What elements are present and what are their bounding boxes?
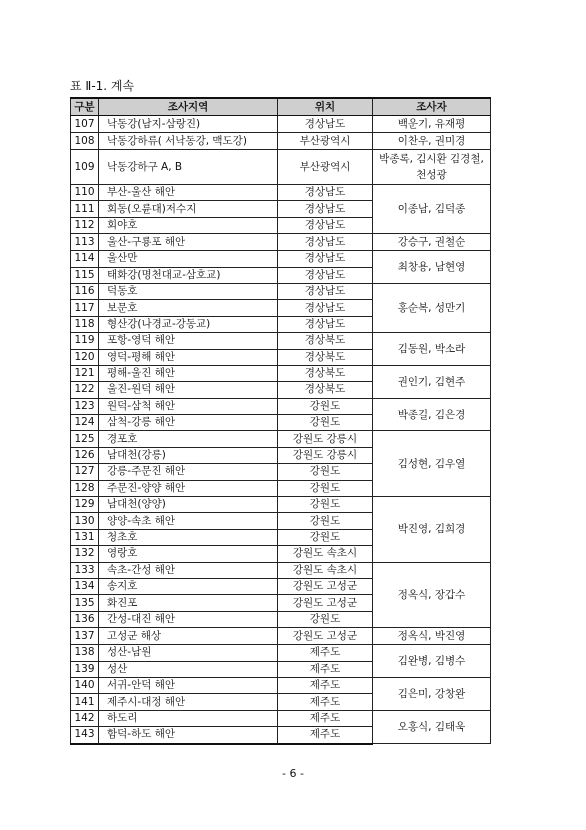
row-number: 119 <box>71 333 99 349</box>
row-number: 140 <box>71 677 99 693</box>
row-number: 130 <box>71 513 99 529</box>
table-row <box>71 677 491 693</box>
table-body <box>71 116 491 744</box>
row-number: 115 <box>71 267 99 283</box>
survey-area: 회동(오륜대)저수지 <box>99 201 278 217</box>
table-row <box>71 234 491 251</box>
location: 강원도 고성군 <box>278 578 373 594</box>
survey-area: 제주시-대정 해안 <box>99 694 278 710</box>
location: 강원도 속초시 <box>278 546 373 562</box>
row-number: 124 <box>71 415 99 431</box>
survey-area: 포항-영덕 해안 <box>99 333 278 349</box>
location: 강원도 <box>278 480 373 496</box>
location: 경상북도 <box>278 365 373 381</box>
table-row <box>71 710 491 726</box>
row-number: 111 <box>71 201 99 217</box>
header-area: 조사지역 <box>99 98 278 116</box>
location: 강원도 <box>278 611 373 627</box>
location: 경상남도 <box>278 116 373 133</box>
survey-area: 속초-간성 해안 <box>99 562 278 578</box>
location: 강원도 <box>278 513 373 529</box>
survey-area: 성산-남원 <box>99 645 278 661</box>
row-number: 117 <box>71 300 99 316</box>
survey-area: 주문진-양양 해안 <box>99 480 278 496</box>
survey-area: 화진포 <box>99 595 278 611</box>
row-number: 126 <box>71 447 99 463</box>
table-row <box>71 645 491 661</box>
surveyor: 김은미, 강창완 <box>373 677 491 710</box>
table-row <box>71 251 491 267</box>
location: 제주도 <box>278 677 373 693</box>
survey-area: 성산 <box>99 661 278 677</box>
surveyor: 박종록, 김시환 김경철, 천성광 <box>373 150 491 185</box>
surveyor: 백운기, 유재평 <box>373 116 491 133</box>
row-number: 108 <box>71 133 99 150</box>
row-number: 110 <box>71 185 99 201</box>
survey-area: 울산만 <box>99 251 278 267</box>
surveyor: 김완병, 김병수 <box>373 645 491 678</box>
survey-area: 경포호 <box>99 431 278 447</box>
location: 강원도 <box>278 398 373 414</box>
location: 강원도 강릉시 <box>278 447 373 463</box>
location: 경상남도 <box>278 201 373 217</box>
surveyor: 오홍식, 김태욱 <box>373 710 491 743</box>
row-number: 133 <box>71 562 99 578</box>
location: 제주도 <box>278 694 373 710</box>
survey-area: 보문호 <box>99 300 278 316</box>
row-number: 122 <box>71 382 99 398</box>
location: 경상북도 <box>278 382 373 398</box>
row-number: 123 <box>71 398 99 414</box>
location: 제주도 <box>278 645 373 661</box>
surveyor: 정옥식, 박진영 <box>373 628 491 645</box>
table-row <box>71 562 491 578</box>
row-number: 116 <box>71 283 99 299</box>
location: 강원도 <box>278 529 373 545</box>
row-number: 129 <box>71 497 99 513</box>
table-row <box>71 133 491 150</box>
row-number: 142 <box>71 710 99 726</box>
survey-area: 낙동강하류( 서낙동강, 맥도강) <box>99 133 278 150</box>
location: 경상남도 <box>278 267 373 283</box>
table-row <box>71 365 491 381</box>
survey-area: 함덕-하도 해안 <box>99 727 278 744</box>
location: 경상남도 <box>278 251 373 267</box>
location: 강원도 <box>278 415 373 431</box>
surveyor: 권인기, 김현주 <box>373 365 491 398</box>
survey-area: 형산강(나경교-강동교) <box>99 316 278 332</box>
row-number: 114 <box>71 251 99 267</box>
row-number: 136 <box>71 611 99 627</box>
location: 제주도 <box>278 661 373 677</box>
row-number: 132 <box>71 546 99 562</box>
table-row <box>71 398 491 414</box>
survey-area: 간성-대진 해안 <box>99 611 278 627</box>
surveyor: 강승구, 권철순 <box>373 234 491 251</box>
survey-area: 하도리 <box>99 710 278 726</box>
survey-area: 삼척-강릉 해안 <box>99 415 278 431</box>
surveyor: 정옥식, 장갑수 <box>373 562 491 628</box>
header-surveyor: 조사자 <box>373 98 491 116</box>
row-number: 112 <box>71 217 99 233</box>
row-number: 137 <box>71 628 99 645</box>
row-number: 135 <box>71 595 99 611</box>
survey-area: 강릉-주문진 해안 <box>99 464 278 480</box>
surveyor: 김성현, 김우열 <box>373 431 491 497</box>
table-row <box>71 150 491 185</box>
location: 강원도 <box>278 497 373 513</box>
table-row <box>71 628 491 645</box>
row-number: 128 <box>71 480 99 496</box>
row-number: 125 <box>71 431 99 447</box>
location: 부산광역시 <box>278 133 373 150</box>
header-no: 구분 <box>71 98 99 116</box>
surveyor: 김동원, 박소라 <box>373 333 491 366</box>
row-number: 109 <box>71 150 99 185</box>
location: 경상남도 <box>278 316 373 332</box>
survey-area: 서귀-안덕 해안 <box>99 677 278 693</box>
table-row <box>71 431 491 447</box>
survey-area: 울진-원덕 해안 <box>99 382 278 398</box>
survey-area: 양양-속초 해안 <box>99 513 278 529</box>
surveyor: 이종남, 김덕종 <box>373 185 491 234</box>
row-number: 138 <box>71 645 99 661</box>
row-number: 134 <box>71 578 99 594</box>
surveyor: 박진영, 김희경 <box>373 497 491 563</box>
survey-area: 남대천(양양) <box>99 497 278 513</box>
survey-area: 울산-구룡포 해안 <box>99 234 278 251</box>
survey-area: 낙동강하구 A, B <box>99 150 278 185</box>
table-row <box>71 497 491 513</box>
survey-area: 남대천(강릉) <box>99 447 278 463</box>
table-caption: 표 Ⅱ-1. 계속 <box>70 79 135 93</box>
location: 경상남도 <box>278 300 373 316</box>
survey-area: 회야호 <box>99 217 278 233</box>
location: 경상남도 <box>278 217 373 233</box>
table-row <box>71 185 491 201</box>
location: 강원도 고성군 <box>278 628 373 645</box>
location: 경상남도 <box>278 185 373 201</box>
table-row <box>71 333 491 349</box>
row-number: 139 <box>71 661 99 677</box>
survey-area: 영덕-평해 해안 <box>99 349 278 365</box>
survey-area: 태화강(명천대교-삼호교) <box>99 267 278 283</box>
survey-area: 덕동호 <box>99 283 278 299</box>
row-number: 107 <box>71 116 99 133</box>
location: 제주도 <box>278 727 373 744</box>
location: 경상북도 <box>278 349 373 365</box>
row-number: 118 <box>71 316 99 332</box>
survey-area: 청초호 <box>99 529 278 545</box>
header-location: 위치 <box>278 98 373 116</box>
location: 제주도 <box>278 710 373 726</box>
survey-table <box>70 97 491 745</box>
location: 강원도 속초시 <box>278 562 373 578</box>
survey-area: 영랑호 <box>99 546 278 562</box>
surveyor: 최창용, 남현영 <box>373 251 491 284</box>
surveyor: 이찬우, 권미경 <box>373 133 491 150</box>
row-number: 131 <box>71 529 99 545</box>
row-number: 127 <box>71 464 99 480</box>
survey-area: 원덕-삼척 해안 <box>99 398 278 414</box>
row-number: 143 <box>71 727 99 744</box>
location: 강원도 강릉시 <box>278 431 373 447</box>
location: 강원도 고성군 <box>278 595 373 611</box>
table-row <box>71 283 491 299</box>
row-number: 121 <box>71 365 99 381</box>
page-number: - 6 - <box>282 767 304 780</box>
row-number: 120 <box>71 349 99 365</box>
survey-area: 평해-울진 해안 <box>99 365 278 381</box>
survey-area: 송지호 <box>99 578 278 594</box>
location: 경상남도 <box>278 283 373 299</box>
survey-area: 고성군 해상 <box>99 628 278 645</box>
location: 강원도 <box>278 464 373 480</box>
location: 부산광역시 <box>278 150 373 185</box>
location: 경상북도 <box>278 333 373 349</box>
surveyor: 박종길, 김은경 <box>373 398 491 431</box>
row-number: 141 <box>71 694 99 710</box>
header-row <box>71 98 491 116</box>
location: 경상남도 <box>278 234 373 251</box>
survey-area: 낙동강(남지-삼랑진) <box>99 116 278 133</box>
survey-area: 부산-울산 해안 <box>99 185 278 201</box>
surveyor: 홍순복, 성만기 <box>373 283 491 332</box>
table-row <box>71 116 491 133</box>
row-number: 113 <box>71 234 99 251</box>
